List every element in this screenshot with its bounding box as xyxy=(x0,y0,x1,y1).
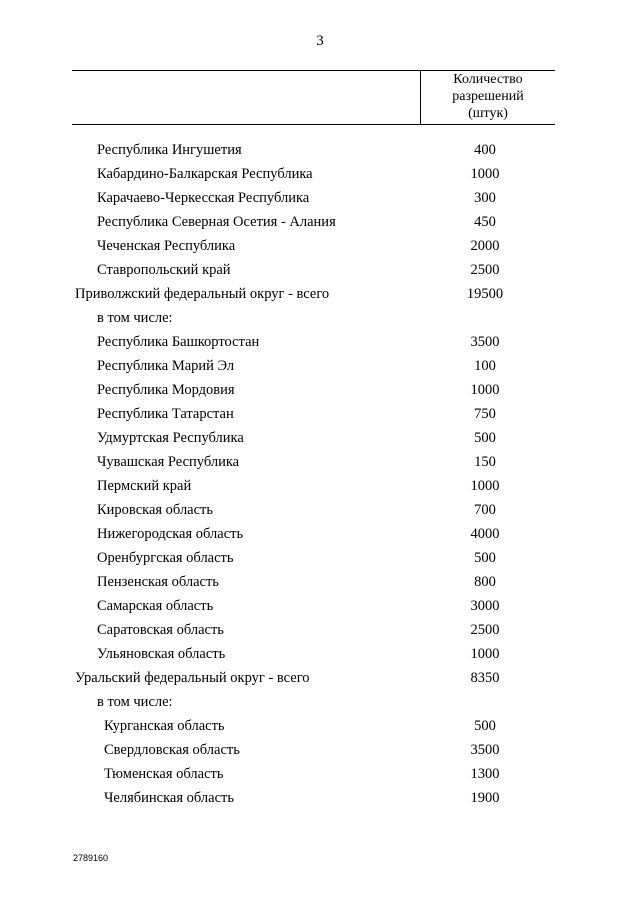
row-name: Чеченская Республика xyxy=(97,238,236,254)
row-name: Пермский край xyxy=(97,478,192,494)
quantity-header-line: (штук) xyxy=(468,106,508,121)
table-row xyxy=(0,452,640,476)
row-name: Ульяновская область xyxy=(97,646,226,662)
row-name: Республика Мордовия xyxy=(97,382,235,398)
row-name: в том числе: xyxy=(97,694,173,710)
row-value: 500 xyxy=(474,550,496,566)
table-row xyxy=(0,188,640,212)
row-value: 700 xyxy=(474,502,496,518)
row-value: 8350 xyxy=(470,670,500,686)
row-name: Курганская область xyxy=(104,718,225,734)
page-number: 3 xyxy=(316,33,324,49)
row-value: 750 xyxy=(474,406,496,422)
quantity-header-line: Количество xyxy=(453,72,523,87)
district-total-row xyxy=(0,284,640,308)
row-value: 2500 xyxy=(470,262,500,278)
row-value: 2500 xyxy=(470,622,500,638)
row-name: Уральский федеральный округ - всего xyxy=(75,670,310,686)
row-name: Кировская область xyxy=(97,502,214,518)
table-row xyxy=(0,140,640,164)
row-name: Республика Татарстан xyxy=(97,406,234,422)
row-value: 800 xyxy=(474,574,496,590)
row-name: Пензенская область xyxy=(97,574,219,590)
table-row xyxy=(0,764,640,788)
row-name: Республика Северная Осетия - Алания xyxy=(97,214,336,230)
row-value: 1300 xyxy=(470,766,500,782)
row-name: Приволжский федеральный округ - всего xyxy=(75,286,330,302)
table-row xyxy=(0,524,640,548)
row-value: 1900 xyxy=(470,790,500,806)
table-row xyxy=(0,428,640,452)
row-name: Челябинская область xyxy=(104,790,234,806)
row-value: 150 xyxy=(474,454,496,470)
table-row xyxy=(0,380,640,404)
table-row xyxy=(0,572,640,596)
row-value: 1000 xyxy=(470,478,500,494)
table-row xyxy=(0,404,640,428)
row-value: 400 xyxy=(474,142,496,158)
district-total-row xyxy=(0,668,640,692)
header-column-divider xyxy=(420,70,421,124)
table-row xyxy=(0,740,640,764)
row-name: Тюменская область xyxy=(104,766,224,782)
table-row xyxy=(0,332,640,356)
row-name: Свердловская область xyxy=(104,742,240,758)
row-value: 2000 xyxy=(470,238,500,254)
row-value: 500 xyxy=(474,718,496,734)
table-row xyxy=(0,788,640,812)
permits-table-body xyxy=(0,140,640,812)
row-value: 1000 xyxy=(470,166,500,182)
row-value: 100 xyxy=(474,358,496,374)
table-row xyxy=(0,548,640,572)
row-value: 3500 xyxy=(470,742,500,758)
row-name: Оренбургская область xyxy=(97,550,234,566)
quantity-header-line: разрешений xyxy=(452,89,524,104)
row-name: Карачаево-Черкесская Республика xyxy=(97,190,310,206)
quantity-column-header xyxy=(423,71,553,122)
row-name: Чувашская Республика xyxy=(97,454,240,470)
row-value: 300 xyxy=(474,190,496,206)
row-name: в том числе: xyxy=(97,310,173,326)
row-name: Кабардино-Балкарская Республика xyxy=(97,166,313,182)
row-name: Республика Ингушетия xyxy=(97,142,242,158)
table-row xyxy=(0,356,640,380)
row-name: Республика Марий Эл xyxy=(97,358,235,374)
row-name: Нижегородская область xyxy=(97,526,244,542)
row-name: Саратовская область xyxy=(97,622,224,638)
row-value: 4000 xyxy=(470,526,500,542)
subheading-row xyxy=(0,692,640,716)
row-value: 3500 xyxy=(470,334,500,350)
table-row xyxy=(0,644,640,668)
row-value: 1000 xyxy=(470,382,500,398)
table-row xyxy=(0,476,640,500)
row-name: Ставропольский край xyxy=(97,262,231,278)
row-value: 450 xyxy=(474,214,496,230)
table-row xyxy=(0,236,640,260)
document-code: 2789160 xyxy=(73,853,109,863)
subheading-row xyxy=(0,308,640,332)
table-row xyxy=(0,716,640,740)
table-row xyxy=(0,500,640,524)
table-row xyxy=(0,260,640,284)
row-value: 1000 xyxy=(470,646,500,662)
row-name: Удмуртская Республика xyxy=(97,430,244,446)
table-row xyxy=(0,212,640,236)
table-row xyxy=(0,164,640,188)
row-value: 19500 xyxy=(466,286,504,302)
row-value: 3000 xyxy=(470,598,500,614)
row-value: 500 xyxy=(474,430,496,446)
table-row xyxy=(0,620,640,644)
row-name: Республика Башкортостан xyxy=(97,334,260,350)
row-name: Самарская область xyxy=(97,598,214,614)
table-header-bottom-rule xyxy=(72,124,555,125)
table-row xyxy=(0,596,640,620)
